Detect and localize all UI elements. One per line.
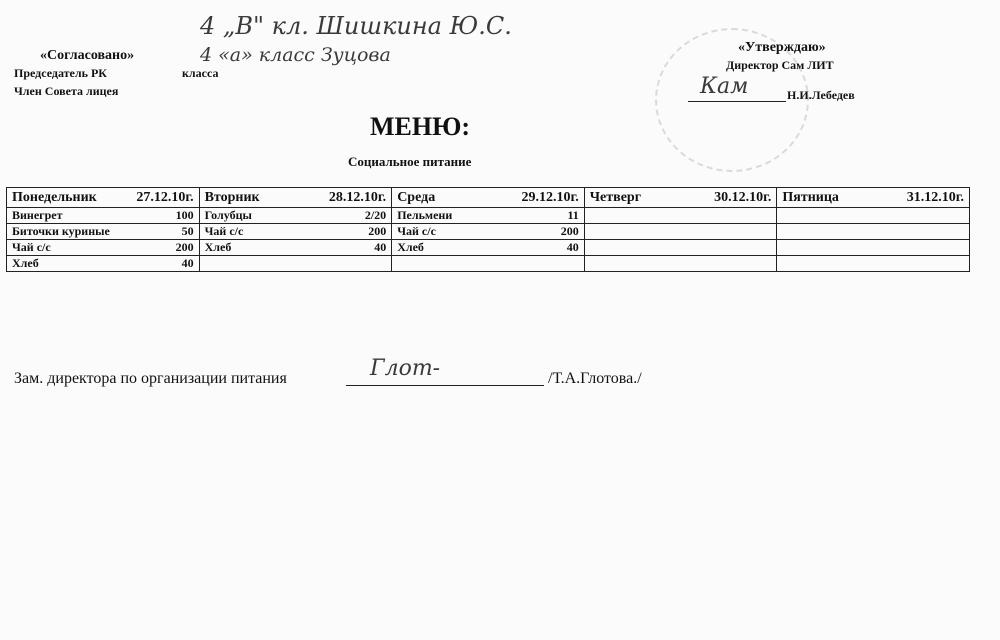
dish-name: Голубцы — [204, 208, 252, 222]
menu-cell — [584, 256, 777, 272]
menu-cell — [7, 208, 200, 224]
day-name: Пятница — [782, 189, 839, 205]
menu-cell — [7, 224, 200, 240]
director-name: Н.И.Лебедев — [787, 88, 855, 102]
menu-cell — [584, 208, 777, 224]
day-date: 31.12.10г. — [906, 189, 964, 205]
menu-cell — [777, 256, 970, 272]
page-subtitle: Социальное питание — [348, 154, 472, 169]
dish-qty: 2/20 — [364, 208, 387, 222]
menu-table — [6, 187, 970, 272]
dish-name: Хлеб — [204, 240, 232, 254]
dish-qty: 11 — [567, 208, 579, 222]
menu-cell — [777, 240, 970, 256]
menu-cell — [7, 256, 200, 272]
director-signature-line — [688, 100, 786, 102]
day-header — [199, 188, 392, 208]
menu-cell — [584, 240, 777, 256]
dish-name: Хлеб — [397, 240, 424, 254]
day-name: Понедельник — [12, 189, 97, 205]
menu-cell — [777, 224, 970, 240]
day-name: Четверг — [589, 189, 642, 205]
day-header — [584, 188, 777, 208]
dish-name: Биточки куриные — [12, 224, 110, 238]
deputy-signature: Глот- — [370, 356, 441, 381]
day-name: Среда — [397, 189, 436, 205]
menu-header-row — [7, 188, 970, 208]
day-header — [7, 188, 200, 208]
day-date: 27.12.10г. — [136, 189, 194, 205]
dish-name: Винегрет — [12, 208, 63, 222]
director-label: Директор Сам ЛИТ — [726, 58, 834, 72]
day-date: 29.12.10г. — [521, 189, 579, 205]
menu-cell — [199, 224, 392, 240]
menu-cell — [392, 208, 585, 224]
dish-qty: 40 — [181, 256, 194, 270]
menu-cell — [199, 240, 392, 256]
day-date: 28.12.10г. — [328, 189, 387, 205]
day-header — [392, 188, 585, 208]
menu-cell — [392, 240, 585, 256]
dish-qty: 200 — [175, 240, 194, 254]
dish-name: Пельмени — [397, 208, 453, 222]
menu-cell — [199, 208, 392, 224]
deputy-signature-line — [346, 384, 544, 386]
council-member-label: Член Совета лицея — [14, 84, 119, 98]
agreed-label: «Согласовано» — [40, 48, 135, 63]
deputy-name: /Т.А.Глотова./ — [548, 370, 642, 387]
dish-name: Хлеб — [12, 256, 39, 270]
dish-qty: 40 — [566, 240, 579, 254]
dish-qty: 50 — [181, 224, 194, 238]
handwritten-note-2: 4 «а» класс Зуцова — [200, 44, 391, 66]
menu-cell — [777, 208, 970, 224]
dish-qty: 100 — [175, 208, 194, 222]
menu-cell — [7, 240, 200, 256]
day-name: Вторник — [204, 189, 260, 205]
dish-name: Чай с/с — [12, 240, 51, 254]
approve-label: «Утверждаю» — [738, 40, 826, 55]
dish-qty: 200 — [368, 224, 387, 238]
menu-row — [7, 208, 970, 224]
dish-qty: 40 — [374, 240, 387, 254]
day-date: 30.12.10г. — [714, 189, 772, 205]
director-signature: Кам — [700, 74, 749, 99]
menu-cell — [392, 256, 585, 272]
menu-cell — [584, 224, 777, 240]
chair-rk-label: Председатель РК — [14, 66, 107, 80]
dish-name: Чай с/с — [397, 224, 436, 238]
menu-cell — [199, 256, 392, 272]
day-header — [777, 188, 970, 208]
dish-qty: 200 — [560, 224, 579, 238]
menu-cell — [392, 224, 585, 240]
menu-row — [7, 256, 970, 272]
menu-row — [7, 224, 970, 240]
menu-row — [7, 240, 970, 256]
handwritten-note-1: 4 „В" кл. Шишкина Ю.С. — [200, 12, 512, 40]
deputy-label: Зам. директора по организации питания — [14, 370, 287, 387]
page-title: МЕНЮ: — [370, 112, 471, 141]
dish-name: Чай с/с — [204, 224, 244, 238]
class-label: класса — [182, 66, 219, 80]
